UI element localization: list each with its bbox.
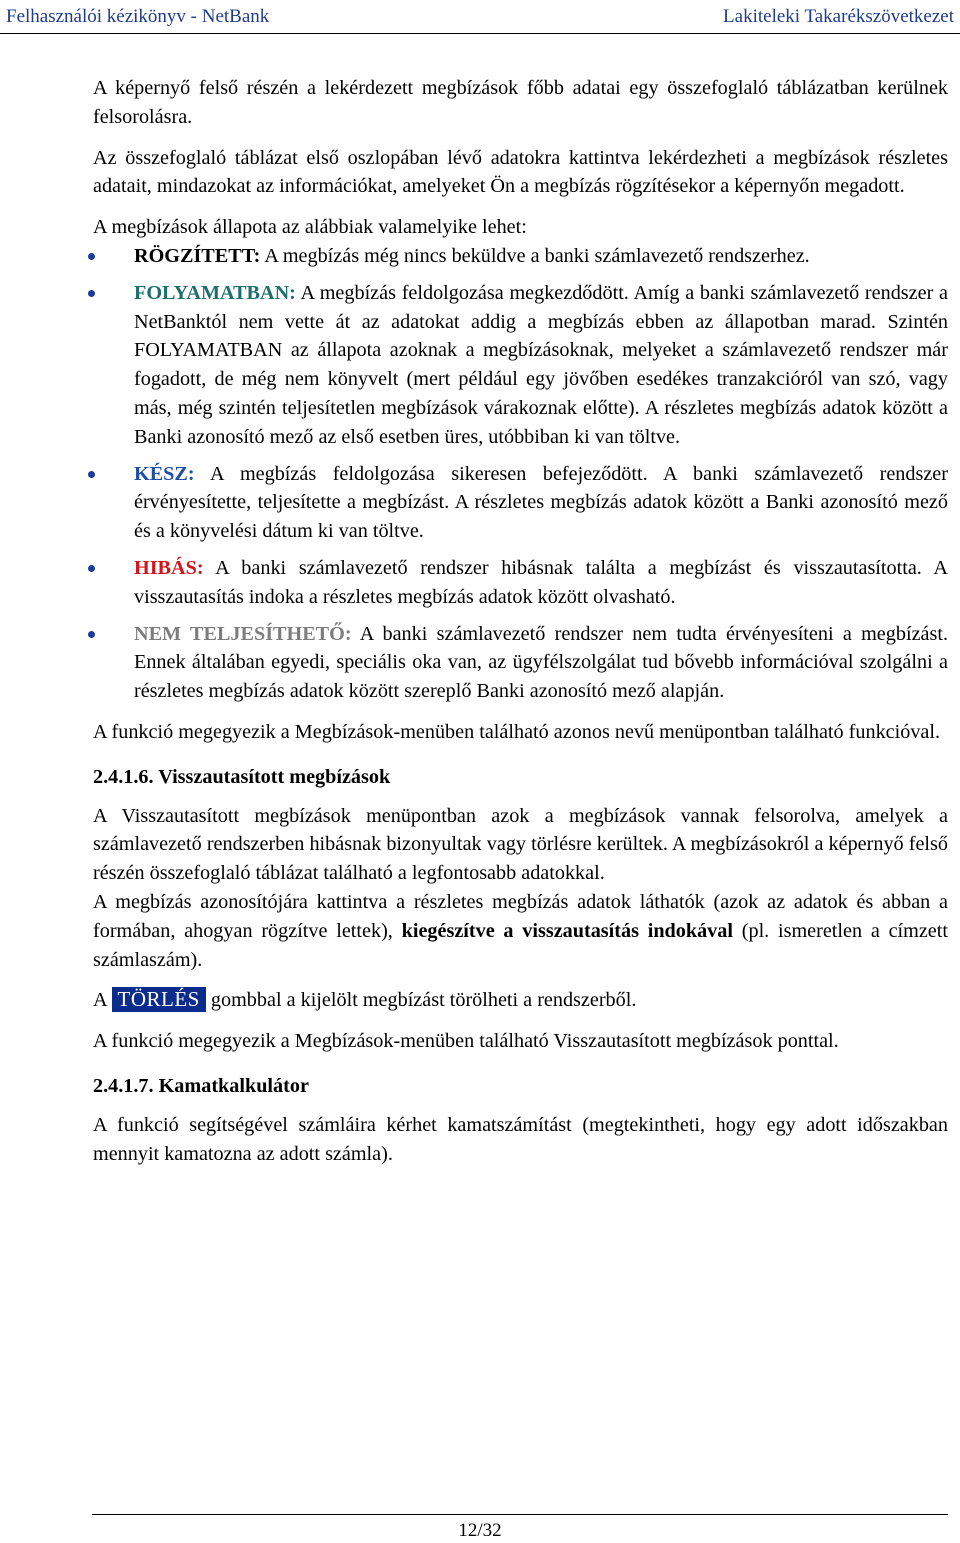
page-number: 12/32 [458, 1520, 502, 1541]
rejected-details-example: (pl. ismeretlen a címzett számlaszám). [93, 919, 948, 971]
interest-calculator-description: A funkció segítségével számláira kérhet kamatszámítást (megtekintheti, hogy egy adott időszakban mennyit kamatozna az adott számla). [93, 1113, 948, 1165]
bullet-icon [88, 471, 95, 478]
function-note: A funkció megegyezik a Megbízások-menüben található azonos nevű menüpontban található funkcióval. [93, 720, 941, 743]
bullet-icon [88, 565, 95, 572]
status-description: A megbízás feldolgozása megkezdődött. Amíg a banki számlavezető rendszer a NetBanktól nem vette át az adatokat addig a megbízás ebben az állapotban marad. Szintén FOLYAMATBAN az állapota azoknak a megbízásoknak, melyeket a számlavezető rendszer már fogadott, de még nem könyvelt (mert például egy jövőben esedékes tranzakcióról van szó, vagy más, még szintén teljesítetlen megbízások várakoznak előtte). A részletes megbízás adatok között a Banki azonosító mező az első esetben üres, utóbbiban ki van töltve. [134, 281, 948, 448]
status-label: NEM TELJESÍTHETŐ: [134, 622, 352, 645]
footer-divider [92, 1514, 948, 1515]
rejected-details-emphasis: kiegészítve a visszautasítás indokával [401, 919, 733, 942]
header-divider [0, 33, 960, 34]
status-label: FOLYAMATBAN: [134, 281, 296, 304]
bullet-icon [88, 253, 95, 260]
document-body [93, 74, 948, 1168]
status-description: A megbízás még nincs beküldve a banki számlavezető rendszerhez. [260, 244, 810, 267]
rejected-details-text: A megbízás azonosítójára kattintva a részletes megbízás adatok láthatók (azok az adatok és abban a formában, ahogyan rögzítve lettek), [93, 890, 948, 942]
status-item-kesz [93, 460, 948, 546]
status-item-folyamatban [93, 279, 948, 452]
status-label: KÉSZ: [134, 462, 195, 485]
section-heading-visszautasitott: 2.4.1.6. Visszautasított megbízások [93, 765, 391, 788]
status-description: A banki számlavezető rendszer hibásnak találta a megbízást és visszautasította. A visszautasítás indoka a részletes megbízás adatok között olvasható. [134, 556, 948, 608]
status-description: A banki számlavezető rendszer nem tudta érvényesíteni a megbízást. Ennek általában egyedi, speciális oka van, az ügyfélszolgálat tud bővebb információval szolgálni a részletes megbízás adatok között szereplő Banki azonosító mező alapján. [134, 622, 948, 703]
delete-instruction [93, 986, 948, 1015]
status-item-nem-teljesitheto [93, 620, 948, 706]
delete-instruction-text: gombbal a kijelölt megbízást törölheti a rendszerből. [205, 989, 637, 1012]
status-intro: A megbízások állapota az alábbiak valamelyike lehet: [93, 216, 527, 239]
status-item-rogzitett [93, 242, 948, 271]
status-label: RÖGZÍTETT: [134, 244, 261, 267]
bullet-icon [88, 631, 95, 638]
section-heading-kamatkalkulator: 2.4.1.7. Kamatkalkulátor [93, 1074, 309, 1097]
status-item-hibas [93, 554, 948, 612]
header-org-name: Lakiteleki Takarékszövetkezet [723, 6, 954, 27]
status-description: A megbízás feldolgozása sikeresen befejeződött. A banki számlavezető rendszer érvényesítette, teljesítette a megbízást. A részletes megbízás adatok között a Banki azonosító mező és a könyvelési dátum ki van töltve. [134, 462, 948, 543]
intro-paragraph: A képernyő felső részén a lekérdezett megbízások főbb adatai egy összefoglaló táblázatban kerülnek felsorolásra. [93, 77, 948, 128]
delete-button[interactable]: TÖRLÉS [112, 987, 206, 1012]
page-header [0, 0, 960, 34]
status-list [93, 242, 948, 706]
rejected-function-note: A funkció megegyezik a Megbízások-menüben található Visszautasított megbízások ponttal. [93, 1030, 839, 1053]
bullet-icon [88, 290, 95, 297]
rejected-intro: A Visszautasított megbízások menüpontban azok a megbízások vannak felsorolva, amelyek a számlavezető rendszerben hibásnak bizonyultak vagy törlésre kerültek. A megbízásokról a képernyő felső részén összefoglaló táblázat található a legfontosabb adatokkal. [93, 804, 948, 885]
details-paragraph: Az összefoglaló táblázat első oszlopában lévő adatokra kattintva lekérdezheti a megbízások részletes adatait, mindazokat az információkat, amelyeket Ön a megbízás rögzítésekor a képernyőn megadott. [93, 146, 948, 198]
delete-instruction-prefix: A [93, 989, 112, 1012]
header-doc-title: Felhasználói kézikönyv - NetBank [6, 6, 270, 27]
status-label: HIBÁS: [134, 556, 204, 579]
rejected-details [93, 888, 948, 974]
